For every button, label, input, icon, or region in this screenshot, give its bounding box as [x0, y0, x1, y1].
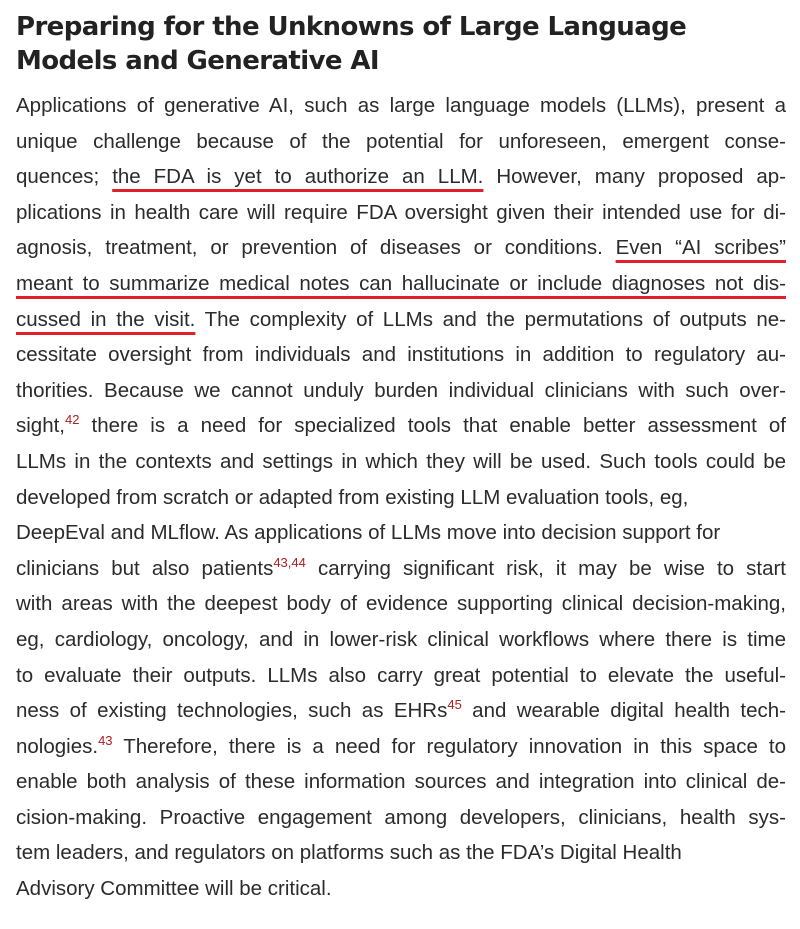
text-line: [16, 266, 786, 302]
text-line: [16, 835, 786, 871]
text-segment: enable both analysis of these information sources and integration into clinical de-: [16, 770, 786, 794]
text-line: [16, 693, 786, 729]
section-heading: Preparing for the Unknowns of Large Language Models and Generative AI: [16, 12, 687, 76]
text-segment: thorities. Because we cannot unduly burden individual clinicians with such over-: [16, 378, 786, 402]
text-line: [16, 729, 786, 765]
highlighted-text: the FDA is yet to authorize an LLM.: [112, 165, 484, 189]
citation-link[interactable]: 42: [65, 412, 80, 428]
text-segment: sight,: [16, 414, 65, 438]
text-line: [16, 586, 786, 622]
text-line: [16, 658, 786, 694]
text-segment: DeepEval and MLflow. As applications of LLMs move into decision support for: [16, 521, 721, 545]
text-segment: to evaluate their outputs. LLMs also carry great potential to elevate the useful-: [16, 663, 786, 687]
text-line: [16, 515, 786, 551]
text-segment: with areas with the deepest body of evidence supporting clinical decision-making,: [16, 592, 786, 616]
text-line: [16, 337, 786, 373]
text-segment: clinicians but also patients: [16, 556, 274, 580]
text-line: [16, 800, 786, 836]
text-segment: Advisory Committee will be critical.: [16, 877, 332, 901]
text-segment: quences;: [16, 165, 113, 189]
text-line: [16, 302, 786, 338]
highlighted-text: cussed in the visit.: [16, 307, 196, 331]
text-segment: However, many proposed ap-: [483, 165, 786, 189]
text-segment: nologies.: [16, 734, 99, 758]
text-line: [16, 230, 786, 266]
text-line: [16, 622, 786, 658]
citation-link[interactable]: 45: [447, 697, 462, 713]
text-line: [16, 373, 786, 409]
highlighted-text: meant to summarize medical notes can hallucinate or include diagnoses not dis-: [16, 271, 786, 295]
text-segment: there is a need for specialized tools that enable better assessment of: [79, 414, 786, 438]
text-segment: eg, cardiology, oncology, and in lower-risk clinical workflows where there is time: [16, 627, 786, 651]
text-line: [16, 408, 786, 444]
citation-link[interactable]: 43: [98, 732, 113, 748]
text-line: [16, 551, 786, 587]
text-segment: tem leaders, and regulators on platforms such as the FDA’s Digital Health: [16, 841, 682, 865]
text-segment: cision-making. Proactive engagement among developers, clinicians, health sys-: [16, 805, 786, 829]
text-line: [16, 444, 786, 480]
text-line: [16, 195, 786, 231]
text-segment: ness of existing technologies, such as EHRs: [16, 699, 448, 723]
text-segment: The complexity of LLMs and the permutations of outputs ne-: [195, 307, 786, 331]
text-segment: agnosis, treatment, or prevention of diseases or conditions.: [16, 236, 616, 260]
article-body: [16, 88, 786, 907]
text-line: [16, 124, 786, 160]
highlighted-text: Even “AI scribes”: [615, 236, 786, 260]
text-segment: unique challenge because of the potential for unforeseen, emergent conse-: [16, 129, 786, 153]
text-line: [16, 871, 786, 907]
text-segment: and wearable digital health tech-: [461, 699, 787, 723]
article: [16, 10, 786, 907]
text-segment: Applications of generative AI, such as large language models (LLMs), present a: [16, 94, 786, 117]
text-line: [16, 764, 786, 800]
text-line: [16, 480, 786, 516]
text-segment: carrying significant risk, it may be wise to start: [305, 556, 786, 580]
text-line: [16, 88, 786, 124]
text-segment: cessitate oversight from individuals and institutions in addition to regulatory au-: [16, 343, 786, 367]
text-segment: Therefore, there is a need for regulatory innovation in this space to: [112, 734, 786, 758]
text-segment: plications in health care will require FDA oversight given their intended use for di-: [16, 200, 786, 224]
text-segment: developed from scratch or adapted from existing LLM evaluation tools, eg,: [16, 485, 689, 509]
text-segment: LLMs in the contexts and settings in which they will be used. Such tools could be: [16, 449, 786, 473]
citation-link[interactable]: 43,44: [273, 554, 306, 570]
text-line: [16, 159, 786, 195]
